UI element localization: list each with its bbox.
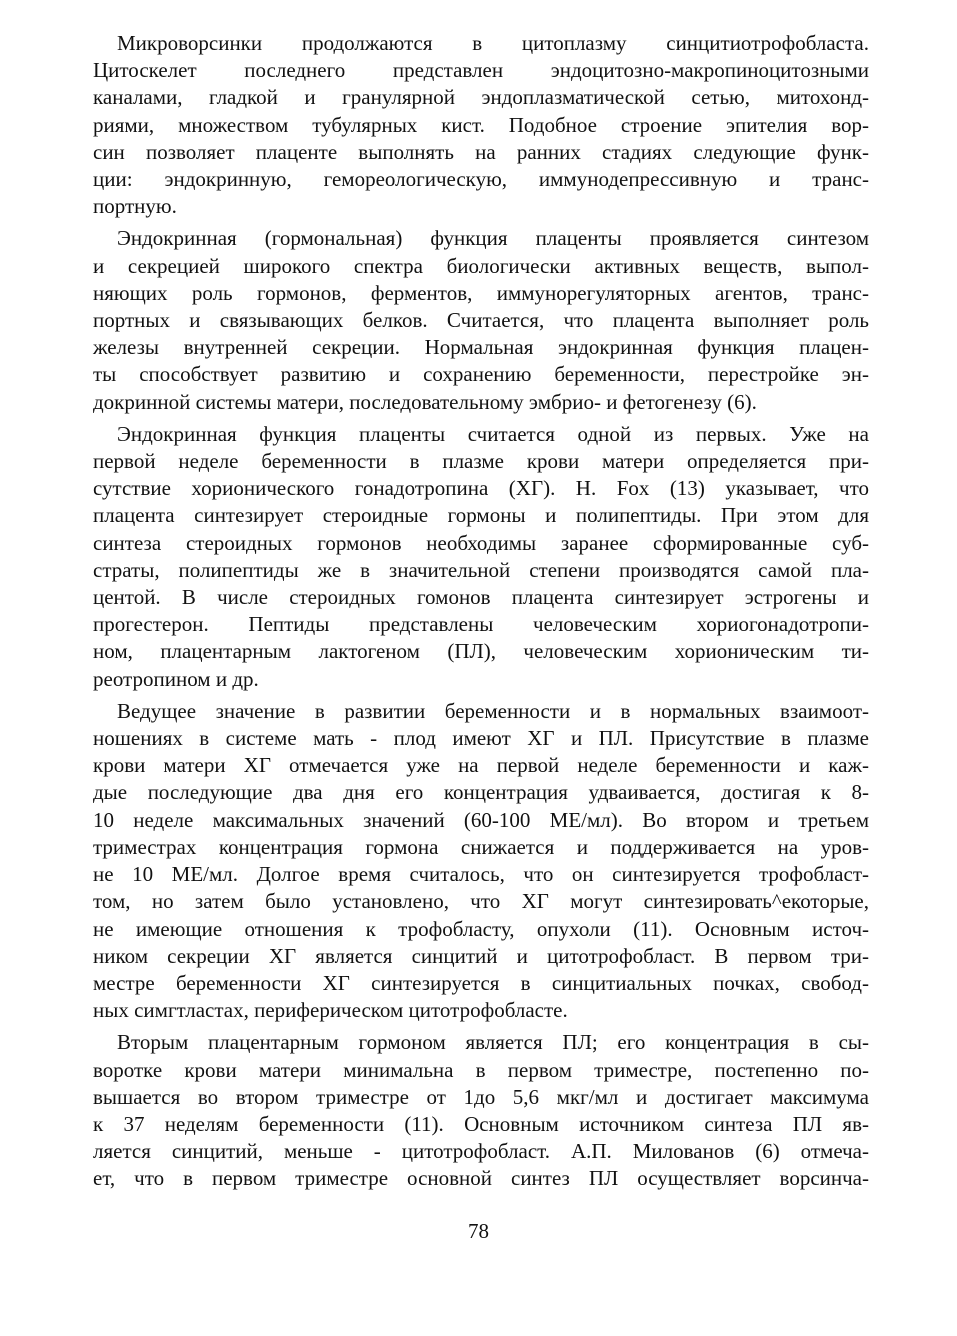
text-line: плацента синтезирует стероидные гормоны и полипептиды. При этом для: [93, 503, 869, 528]
text-line: железы внутренней секреции. Нормальная эндокринная функция плацен-: [93, 335, 869, 360]
text-line: не имеющие отношения к трофобласту, опухоли (11). Основным источ-: [93, 916, 869, 941]
text-line: том, но затем было установлено, что ХГ могут синтезировать^екоторые,: [93, 889, 869, 914]
text-line: ношениях в системе мать - плод имеют ХГ и ПЛ. Присутствие в плазме: [93, 726, 869, 751]
text-line: реотропином и др.: [93, 666, 259, 691]
text-line: триместрах концентрация гормона снижается и поддерживается на уров-: [93, 834, 869, 859]
text-line: ном, плацентарным лактогеном (ПЛ), человеческим хорионическим ти-: [93, 639, 869, 664]
text-line: Эндокринная (гормональная) функция плаценты проявляется синтезом: [117, 226, 869, 251]
paragraph: [93, 1029, 869, 1192]
text-line: к 37 неделям беременности (11). Основным источником синтеза ПЛ яв-: [93, 1111, 869, 1136]
text-line: Микроворсинки продолжаются в цитоплазму синцитиотрофобласта.: [117, 31, 869, 55]
paragraph: [93, 698, 869, 1024]
text-line: ет, что в первом триместре основной синтез ПЛ осуществляет ворсинча-: [93, 1166, 869, 1191]
text-line: риями, множеством тубулярных кист. Подобное строение эпителия вор-: [93, 112, 869, 137]
text-line: синтеза стероидных гормонов необходимы заранее сформированные суб-: [93, 530, 869, 555]
paragraph: [93, 421, 869, 693]
text-line: Эндокринная функция плаценты считается одной из первых. Уже на: [117, 421, 869, 446]
text-line: ником секреции ХГ является синцитий и цитотрофобласт. В первом три-: [93, 943, 869, 968]
body-text: [93, 30, 869, 1198]
text-line: ляется синцитий, меньше - цитотрофобласт. А.П. Милованов (6) отмеча-: [93, 1139, 869, 1164]
text-line: портных и связывающих белков. Считается, что плацента выполняет роль: [93, 308, 869, 333]
text-line: крови матери ХГ отмечается уже на первой неделе беременности и каж-: [93, 753, 869, 778]
text-line: син позволяет плаценте выполнять на ранних стадиях следующие функ-: [93, 139, 869, 164]
text-line: сутствие хорионического гонадотропина (ХГ). H. Fox (13) указывает, что: [93, 476, 869, 501]
text-line: не 10 МЕ/мл. Долгое время считалось, что он синтезируется трофобласт-: [93, 862, 869, 887]
text-line: Ведущее значение в развитии беременности и в нормальных взаимоот-: [117, 698, 869, 723]
text-line: первой неделе беременности в плазме крови матери определяется при-: [93, 449, 869, 474]
text-line: Цитоскелет последнего представлен эндоцитозно-макропиноцитозными: [93, 58, 869, 83]
text-line: страты, полипептиды же в значительной степени производятся самой пла-: [93, 557, 869, 582]
text-line: дые последующие два дня его концентрация удваивается, достигая к 8-: [93, 780, 869, 805]
text-line: докринной системы матери, последовательному эмбрио- и фетогенезу (6).: [93, 389, 757, 414]
text-line: портную.: [93, 194, 177, 219]
text-line: вышается во втором триместре от 1до 5,6 мкг/мл и достигает максимума: [93, 1084, 869, 1109]
text-line: ты способствует развитию и сохранению беременности, перестройке эн-: [93, 362, 869, 387]
page-number: 78: [468, 1219, 489, 1243]
text-line: и секрецией широкого спектра биологически активных веществ, выпол-: [93, 253, 869, 278]
text-line: Вторым плацентарным гормоном является ПЛ; его концентрация в сы-: [117, 1030, 869, 1055]
paragraph: [93, 30, 869, 220]
paragraph: [93, 225, 869, 415]
text-line: ции: эндокринную, гемореологическую, иммунодепрессивную и транс-: [93, 167, 869, 192]
text-line: каналами, гладкой и гранулярной эндоплазматической сетью, митохонд-: [93, 85, 869, 110]
text-line: прогестерон. Пептиды представлены человеческим хориогонадотропи-: [93, 612, 869, 637]
text-line: 10 неделе максимальных значений (60-100 МЕ/мл). Во втором и третьем: [93, 807, 869, 832]
text-line: ных симгтластах, периферическом цитотрофобласте.: [93, 998, 568, 1023]
text-line: местре беременности ХГ синтезируется в синцитиальных почках, свобод-: [93, 970, 869, 995]
text-line: няющих роль гормонов, ферментов, иммунорегуляторных агентов, транс-: [93, 280, 869, 305]
text-line: воротке крови матери минимальна в первом триместре, постепенно по-: [93, 1057, 869, 1082]
text-line: центой. В числе стероидных гомонов плацента синтезирует эстрогены и: [93, 585, 869, 610]
